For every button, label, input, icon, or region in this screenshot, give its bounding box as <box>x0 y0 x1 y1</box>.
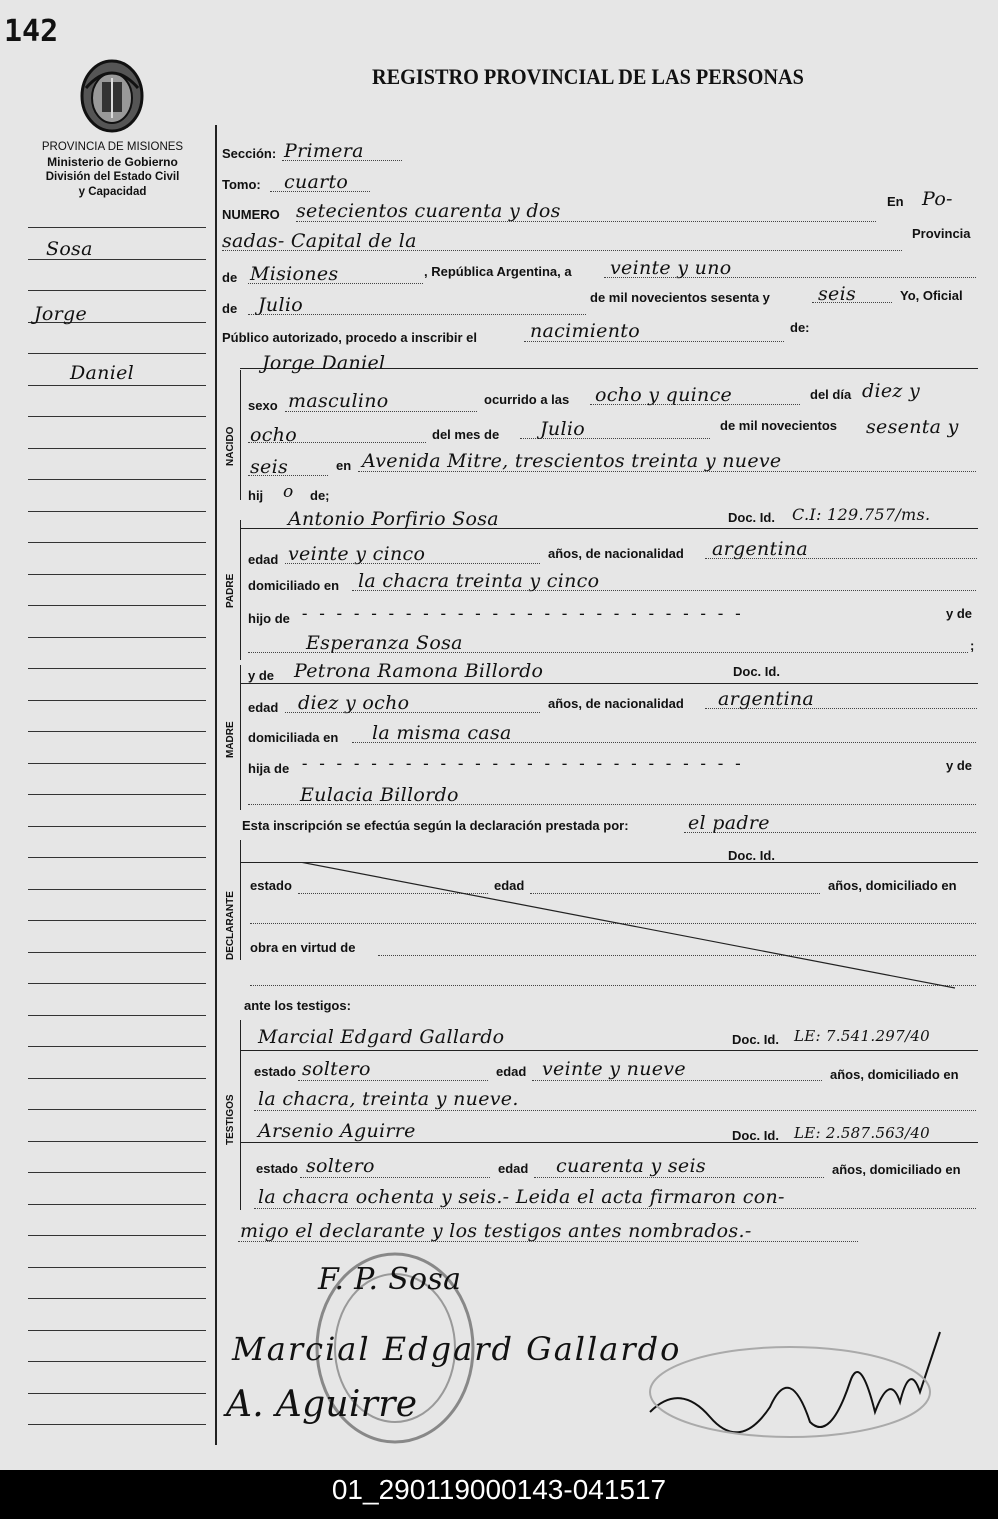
label-padre-semicolon: ; <box>970 638 975 653</box>
margin-rule <box>28 385 206 386</box>
label-testigo1-estado: estado <box>254 1064 296 1079</box>
field-mes-registro: Julio <box>258 294 303 316</box>
label-declarante-edad: edad <box>494 878 525 893</box>
margin-rule <box>28 290 206 291</box>
file-id-bar <box>0 1470 998 1519</box>
margin-rule <box>28 1298 206 1299</box>
label-ocurrido: ocurrido a las <box>484 392 570 407</box>
field-testigo1-doc: LE: 7.541.297/40 <box>794 1027 931 1045</box>
field-dia-nac-cont: ocho <box>250 424 297 446</box>
field-testigo2-edad: cuarenta y seis <box>556 1155 706 1177</box>
label-madre-dom: domiciliada en <box>248 730 339 745</box>
label-numero: NUMERO <box>222 207 280 222</box>
field-lugar-nac: Avenida Mitre, trescientos treinta y nueve <box>362 450 782 472</box>
label-padre-anos: años, de nacionalidad <box>548 546 684 561</box>
label-provincia: Provincia <box>912 226 971 241</box>
margin-rule <box>28 1235 206 1236</box>
margin-rule <box>28 605 206 606</box>
strike-line <box>300 862 960 992</box>
field-testigo1-dom: la chacra, treinta y nueve. <box>258 1088 519 1110</box>
margin-rule <box>28 353 206 354</box>
margin-rule <box>28 1141 206 1142</box>
label-en: En <box>887 194 904 209</box>
label-testigo2-anos: años, domiciliado en <box>832 1162 961 1177</box>
margin-rule <box>28 511 206 512</box>
field-madre-nombre: Petrona Ramona Billordo <box>294 660 544 682</box>
margin-rule <box>28 1424 206 1425</box>
field-padre-nac: argentina <box>712 538 809 560</box>
label-padre-hijo: hijo de <box>248 611 290 626</box>
label-obra: obra en virtud de <box>250 940 356 955</box>
field-mes-nac: Julio <box>540 418 585 440</box>
label-declarante-doc: Doc. Id. <box>728 848 775 863</box>
margin-rule <box>28 1109 206 1110</box>
org-capacity: y Capacidad <box>78 186 147 198</box>
field-padre-doc: C.I: 129.757/ms. <box>792 505 931 524</box>
signature-scribble <box>640 1322 960 1452</box>
label-madre-edad: edad <box>248 700 279 715</box>
field-padre-madre: Esperanza Sosa <box>306 632 463 654</box>
margin-rule <box>28 542 206 543</box>
field-testigo2-dom: la chacra ochenta y seis.- Leida el acta firmaron con- <box>258 1186 785 1208</box>
margin-rule <box>28 1015 206 1016</box>
field-seccion: Primera <box>284 140 364 162</box>
label-testigo1-anos: años, domiciliado en <box>830 1067 959 1082</box>
field-en-start: Po- <box>922 188 953 210</box>
label-de-mil: de mil novecientos sesenta y <box>590 290 770 305</box>
signature-witness-1: Marcial Edgard Gallardo <box>232 1330 682 1368</box>
margin-rule <box>28 416 206 417</box>
margin-rule <box>28 637 206 638</box>
label-de-semi: de; <box>310 488 330 503</box>
field-dia-nac: diez y <box>862 380 921 402</box>
margin-first-name: Jorge <box>34 303 88 325</box>
label-del-dia: del día <box>810 387 852 402</box>
label-declarante: DECLARANTE <box>225 891 236 960</box>
label-padre: PADRE <box>225 573 236 608</box>
margin-middle-name: Daniel <box>70 362 134 384</box>
label-hij: hij <box>248 488 264 503</box>
page-title: REGISTRO PROVINCIAL DE LAS PERSONAS <box>372 64 804 89</box>
margin-rule <box>28 857 206 858</box>
field-anio-registro: seis <box>818 283 857 305</box>
margin-rule <box>28 479 206 480</box>
field-testigo1-edad: veinte y nueve <box>542 1058 686 1080</box>
field-dia-registro: veinte y uno <box>610 257 732 279</box>
field-anio-nac: sesenta y <box>866 416 959 438</box>
margin-rule <box>28 700 206 701</box>
signature-witness-2: A. Aguirre <box>226 1384 418 1425</box>
label-declarante-estado: estado <box>250 878 292 893</box>
label-de-mes: de <box>222 301 238 316</box>
label-testigo2-doc: Doc. Id. <box>732 1128 779 1143</box>
signature-official: F. P. Sosa <box>318 1262 462 1297</box>
label-madre-hija: hija de <box>248 761 290 776</box>
margin-rule <box>28 794 206 795</box>
label-testigo1-doc: Doc. Id. <box>732 1032 779 1047</box>
label-padre-doc: Doc. Id. <box>728 510 775 525</box>
field-numero: setecientos cuarenta y dos <box>296 200 561 222</box>
margin-rule <box>28 574 206 575</box>
margin-rule <box>28 983 206 984</box>
margin-rule <box>28 668 206 669</box>
label-inscripcion: Esta inscripción se efectúa según la declaración prestada por: <box>242 818 629 833</box>
margin-rule <box>28 1172 206 1173</box>
label-de-prov: de <box>222 270 238 285</box>
field-cierre: migo el declarante y los testigos antes nombrados.- <box>240 1220 752 1242</box>
label-testigo1-edad: edad <box>496 1064 527 1079</box>
margin-rule <box>28 952 206 953</box>
label-testigo2-estado: estado <box>256 1161 298 1176</box>
field-place-cont: sadas- Capital de la <box>222 230 417 252</box>
margin-rule <box>28 1330 206 1331</box>
field-padre-edad: veinte y cinco <box>288 543 426 565</box>
field-madre-hija-dash: - - - - - - - - - - - - - - - - - - - - - - - - - - <box>302 755 745 772</box>
coat-of-arms-icon <box>76 58 148 134</box>
label-seccion: Sección: <box>222 146 277 161</box>
label-del-mes: del mes de <box>432 427 500 442</box>
label-madre-anos: años, de nacionalidad <box>548 696 684 711</box>
field-testigo2-estado: soltero <box>306 1155 375 1177</box>
field-acto: nacimiento <box>530 320 640 342</box>
org-division: División del Estado Civil <box>45 171 180 183</box>
label-madre-doc: Doc. Id. <box>733 664 780 679</box>
margin-rule <box>28 1393 206 1394</box>
label-publico: Público autorizado, procedo a inscribir el <box>222 330 477 345</box>
label-padre-dom: domiciliado en <box>248 578 340 593</box>
margin-rule <box>28 731 206 732</box>
field-provincia: Misiones <box>250 263 339 285</box>
margin-rule <box>28 1267 206 1268</box>
label-tomo: Tomo: <box>222 177 261 192</box>
label-madre-y-de: y de <box>248 668 275 683</box>
field-hora: ocho y quince <box>595 384 733 406</box>
field-padre-dom: la chacra treinta y cinco <box>358 570 600 592</box>
margin-rule <box>28 1046 206 1047</box>
label-declarante-anos: años, domiciliado en <box>828 878 957 893</box>
field-madre-dom: la misma casa <box>372 722 512 744</box>
label-padre-y-de: y de <box>946 606 973 621</box>
field-hij-suffix: o <box>283 482 294 502</box>
margin-rule <box>28 920 206 921</box>
label-republica: , República Argentina, a <box>424 264 572 279</box>
field-testigo2-nombre: Arsenio Aguirre <box>258 1120 416 1142</box>
label-madre-y-de2: y de <box>946 758 973 773</box>
margin-rule <box>28 1078 206 1079</box>
margin-rule <box>28 1361 206 1362</box>
margin-rule <box>28 889 206 890</box>
margin-rule <box>28 227 206 228</box>
org-ministry: Ministerio de Gobierno <box>47 155 178 169</box>
field-testigo1-nombre: Marcial Edgard Gallardo <box>258 1026 505 1048</box>
field-padre-nombre: Antonio Porfirio Sosa <box>288 508 499 530</box>
label-de-mil-nov: de mil novecientos <box>720 418 838 433</box>
margin-rule <box>28 448 206 449</box>
field-madre-nac: argentina <box>718 688 815 710</box>
org-province: PROVINCIA DE MISIONES <box>41 141 184 153</box>
label-madre: MADRE <box>225 721 236 758</box>
margin-surname: Sosa <box>46 238 93 260</box>
label-nacido: NACIDO <box>225 426 236 466</box>
label-testigos: TESTIGOS <box>225 1094 236 1145</box>
field-padre-hijo-dash: - - - - - - - - - - - - - - - - - - - - - - - - - - <box>302 605 745 622</box>
label-de-colon: de: <box>790 320 810 335</box>
label-ante: ante los testigos: <box>244 998 351 1013</box>
label-sexo: sexo <box>248 398 278 413</box>
field-madre-edad: diez y ocho <box>298 692 410 714</box>
margin-rule <box>28 763 206 764</box>
page-number: 142 <box>4 14 59 49</box>
field-testigo2-doc: LE: 2.587.563/40 <box>794 1124 931 1142</box>
label-padre-edad: edad <box>248 552 279 567</box>
field-nombre-nacido: Jorge Daniel <box>262 352 386 374</box>
margin-rule <box>28 826 206 827</box>
label-yo-oficial: Yo, Oficial <box>900 288 963 303</box>
label-testigo2-edad: edad <box>498 1161 529 1176</box>
margin-rule <box>28 1204 206 1205</box>
field-anio-nac-cont: seis <box>250 456 289 478</box>
field-madre-madre: Eulacia Billordo <box>300 784 459 806</box>
field-declarante: el padre <box>688 812 770 834</box>
file-id: 01_290119000143-041517 <box>331 1474 667 1505</box>
field-sexo: masculino <box>288 390 389 412</box>
field-testigo1-estado: soltero <box>302 1058 371 1080</box>
field-tomo: cuarto <box>284 171 349 193</box>
label-en-lugar: en <box>336 458 352 473</box>
